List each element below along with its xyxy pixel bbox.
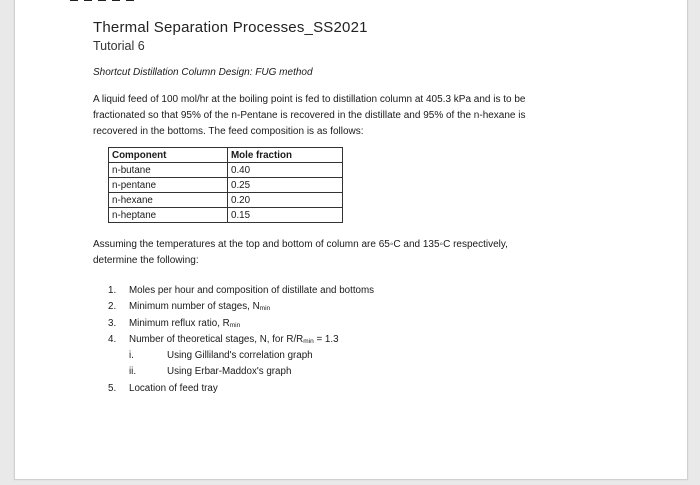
list-text — [129, 332, 339, 348]
list-text: Location of feed tray — [129, 382, 218, 394]
table-row — [109, 163, 343, 178]
table-row — [109, 178, 343, 193]
table-row — [109, 193, 343, 208]
document-page — [14, 0, 688, 480]
column-header-mole-fraction: Mole fraction — [228, 148, 343, 163]
document-subtitle: Tutorial 6 — [93, 39, 145, 53]
intro-line: recovered in the bottoms. The feed composition is as follows: — [93, 126, 364, 137]
list-number: 5. — [108, 382, 117, 394]
list-text — [129, 316, 240, 332]
list-text: Using Gilliland's correlation graph — [167, 350, 313, 362]
list-number: 1. — [108, 285, 117, 296]
mole-fraction-cell: 0.15 — [228, 208, 343, 223]
list-text-tail: = 1.3 — [313, 333, 339, 345]
component-cell: n-hexane — [109, 193, 228, 208]
assumption-line: Assuming the temperatures at the top and bottom of column are 65◦C and 135◦C respectively, — [93, 239, 508, 250]
table-header-row — [109, 148, 343, 163]
document-title: Thermal Separation Processes_SS2021 — [93, 19, 368, 36]
component-cell: n-pentane — [109, 178, 228, 193]
assumption-line: determine the following: — [93, 255, 199, 266]
list-text-main: Minimum number of stages, N — [129, 301, 260, 313]
mole-fraction-cell: 0.25 — [228, 178, 343, 193]
list-number: 2. — [108, 301, 117, 313]
mole-fraction-cell: 0.40 — [228, 163, 343, 178]
mole-fraction-cell: 0.20 — [228, 193, 343, 208]
table-row — [109, 208, 343, 223]
component-cell: n-butane — [109, 163, 228, 178]
list-text: Moles per hour and composition of distillate and bottoms — [129, 285, 375, 296]
list-text — [129, 299, 270, 315]
subscript: min — [303, 337, 314, 345]
subscript: min — [229, 321, 241, 329]
subscript: min — [259, 305, 271, 313]
intro-line: A liquid feed of 100 mol/hr at the boiling point is fed to distillation column at 405.3 kPa and is to be — [93, 94, 526, 105]
intro-paragraph — [93, 92, 599, 140]
list-text-main: Minimum reflux ratio, R — [129, 317, 230, 329]
list-number: 4. — [108, 333, 117, 345]
column-header-component: Component — [109, 148, 228, 163]
list-number: 3. — [108, 317, 117, 329]
roman-numeral: i. — [129, 350, 134, 362]
intro-line: fractionated so that 95% of the n-Pentane is recovered in the distillate and 95% of the n-hexane is — [93, 110, 526, 121]
assumption-paragraph — [93, 237, 593, 269]
roman-numeral: ii. — [129, 366, 137, 378]
list-text-main: Number of theoretical stages, N, for R/R — [129, 333, 304, 345]
component-cell: n-heptane — [109, 208, 228, 223]
section-heading: Shortcut Distillation Column Design: FUG method — [93, 67, 313, 78]
feed-composition-table — [108, 147, 343, 223]
cropped-header-mark — [70, 0, 140, 1]
list-text: Using Erbar-Maddox's graph — [167, 366, 292, 378]
